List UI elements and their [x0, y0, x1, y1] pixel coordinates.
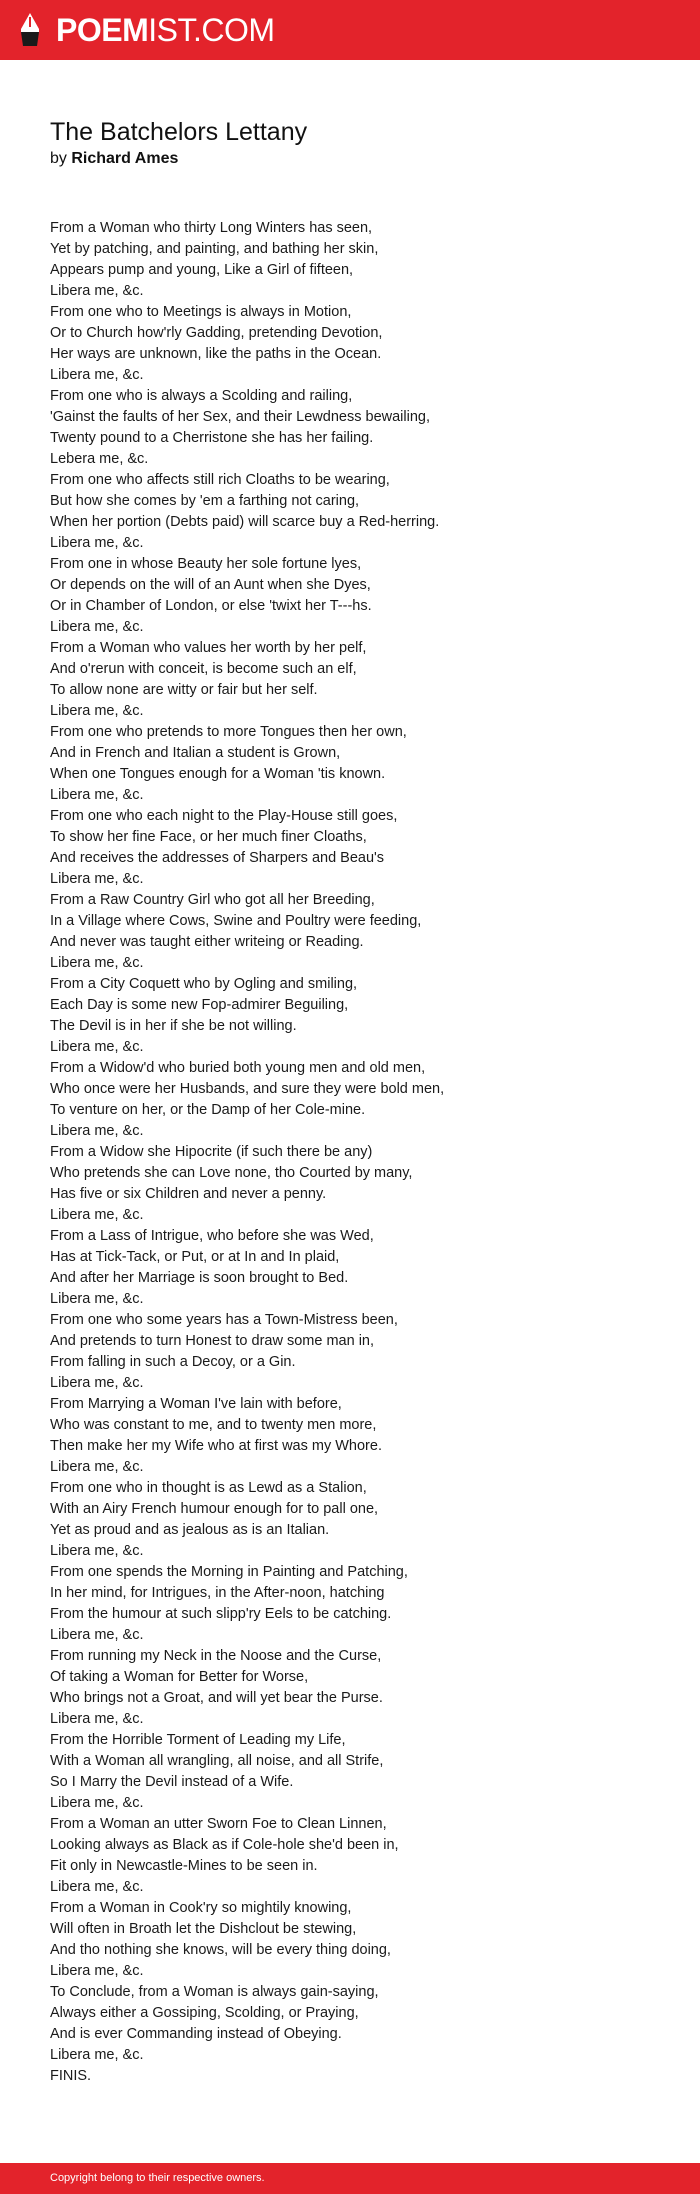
poem-line: From a Lass of Intrigue, who before she was Wed,	[50, 1228, 374, 1244]
poem-line: Yet as proud and as jealous as is an Italian.	[50, 1522, 330, 1538]
poem-line: Yet by patching, and painting, and bathing her skin,	[50, 241, 379, 257]
poem-line: From one who in thought is as Lewd as a Stalion,	[50, 1480, 367, 1496]
poem-line: From a Widow she Hipocrite (if such there be any)	[50, 1144, 373, 1160]
poem-line: Her ways are unknown, like the paths in the Ocean.	[50, 346, 382, 362]
poem-line: When her portion (Debts paid) will scarce buy a Red-herring.	[50, 514, 440, 530]
poem-line: Who pretends she can Love none, tho Courted by many,	[50, 1165, 413, 1181]
poem-line: From one spends the Morning in Painting and Patching,	[50, 1564, 408, 1580]
poem-line: FINIS.	[50, 2068, 92, 2084]
poem-line: Fit only in Newcastle-Mines to be seen in.	[50, 1858, 318, 1874]
poem-line: Or to Church how'rly Gadding, pretending Devotion,	[50, 325, 383, 341]
logo-wordmark-strong: POEM	[56, 12, 149, 48]
poem-line: Then make her my Wife who at first was my Whore.	[50, 1438, 382, 1454]
poem-line: And tho nothing she knows, will be every thing doing,	[50, 1942, 391, 1958]
poem-title: The Batchelors Lettany	[50, 118, 308, 146]
poem-line: Looking always as Black as if Cole-hole she'd been in,	[50, 1837, 399, 1853]
poem-line: And in French and Italian a student is Grown,	[50, 745, 341, 761]
poem-line: But how she comes by 'em a farthing not caring,	[50, 493, 360, 509]
poem-line: So I Marry the Devil instead of a Wife.	[50, 1774, 294, 1790]
poem-line: Has five or six Children and never a penny.	[50, 1186, 327, 1202]
poem-line: Libera me, &c.	[50, 1375, 144, 1391]
poem-line: Or depends on the will of an Aunt when she Dyes,	[50, 577, 371, 593]
poem-line: Libera me, &c.	[50, 1291, 144, 1307]
poem-line: Lebera me, &c.	[50, 451, 149, 467]
poem-line: Libera me, &c.	[50, 1795, 144, 1811]
pen-nib-icon	[18, 12, 42, 48]
poem-line: Of taking a Woman for Better for Worse,	[50, 1669, 309, 1685]
poem-line: With an Airy French humour enough for to pall one,	[50, 1501, 379, 1517]
poem-line: Libera me, &c.	[50, 703, 144, 719]
poem-line: Who once were her Husbands, and sure they were bold men,	[50, 1081, 445, 1097]
logo-wordmark-light: IST.COM	[148, 12, 275, 48]
poem-line: In a Village where Cows, Swine and Poultry were feeding,	[50, 913, 422, 929]
site-footer	[0, 2163, 700, 2194]
poem-line: To show her fine Face, or her much finer Cloaths,	[50, 829, 367, 845]
poem-line: From one who affects still rich Cloaths to be wearing,	[50, 472, 390, 488]
poem-line: Libera me, &c.	[50, 1459, 144, 1475]
poem-line: When one Tongues enough for a Woman 'tis known.	[50, 766, 386, 782]
poem-line: Libera me, &c.	[50, 283, 144, 299]
poem-line: And is ever Commanding instead of Obeying.	[50, 2026, 342, 2042]
poem-line: Each Day is some new Fop-admirer Beguiling,	[50, 997, 349, 1013]
poem-line: From a Woman in Cook'ry so mightily knowing,	[50, 1900, 352, 1916]
poem-line: Libera me, &c.	[50, 2047, 144, 2063]
poem-line: From a Woman an utter Sworn Foe to Clean Linnen,	[50, 1816, 387, 1832]
poem-line: And o'rerun with conceit, is become such an elf,	[50, 661, 357, 677]
poem-line: Always either a Gossiping, Scolding, or Praying,	[50, 2005, 359, 2021]
poem-line: Libera me, &c.	[50, 1123, 144, 1139]
poem-line: Twenty pound to a Cherristone she has her failing.	[50, 430, 374, 446]
poem-line: To Conclude, from a Woman is always gain-saying,	[50, 1984, 379, 2000]
poem-line: From a City Coquett who by Ogling and smiling,	[50, 976, 358, 992]
poem-line: Libera me, &c.	[50, 1207, 144, 1223]
poem-line: From falling in such a Decoy, or a Gin.	[50, 1354, 296, 1370]
poem-line: Libera me, &c.	[50, 1039, 144, 1055]
poem-line: Will often in Broath let the Dishclout be stewing,	[50, 1921, 357, 1937]
poem-line: Libera me, &c.	[50, 1711, 144, 1727]
poem-line: From one in whose Beauty her sole fortune lyes,	[50, 556, 362, 572]
poem-line: From the humour at such slipp'ry Eels to be catching.	[50, 1606, 392, 1622]
poem-line: And never was taught either writeing or Reading.	[50, 934, 364, 950]
poem-line: From the Horrible Torment of Leading my Life,	[50, 1732, 346, 1748]
poem-line: From one who each night to the Play-House still goes,	[50, 808, 398, 824]
poem-line: From one who some years has a Town-Mistress been,	[50, 1312, 398, 1328]
poem-line: From a Widow'd who buried both young men and old men,	[50, 1060, 426, 1076]
poem-line: To venture on her, or the Damp of her Cole-mine.	[50, 1102, 366, 1118]
poem-line: In her mind, for Intrigues, in the After-noon, hatching	[50, 1585, 385, 1601]
poem-line: Libera me, &c.	[50, 535, 144, 551]
poem-line: Libera me, &c.	[50, 1627, 144, 1643]
poem-line: The Devil is in her if she be not willing.	[50, 1018, 297, 1034]
poem-line: Who was constant to me, and to twenty men more,	[50, 1417, 377, 1433]
poem-line: And pretends to turn Honest to draw some man in,	[50, 1333, 375, 1349]
poem-line: Libera me, &c.	[50, 1963, 144, 1979]
poem-byline	[50, 149, 178, 169]
poem-line: Libera me, &c.	[50, 367, 144, 383]
poem-line: From one who to Meetings is always in Motion,	[50, 304, 352, 320]
poem-line: And receives the addresses of Sharpers and Beau's	[50, 850, 385, 866]
poem-line: From one who is always a Scolding and railing,	[50, 388, 353, 404]
poem-line: Libera me, &c.	[50, 955, 144, 971]
poem-line: From a Raw Country Girl who got all her Breeding,	[50, 892, 375, 908]
poem-line: Libera me, &c.	[50, 871, 144, 887]
poem-line: Or in Chamber of London, or else 'twixt her T---hs.	[50, 598, 372, 614]
by-label: by	[50, 150, 67, 167]
poem-line: To allow none are witty or fair but her self.	[50, 682, 318, 698]
poem-line: From a Woman who values her worth by her pelf,	[50, 640, 367, 656]
poem-line: Libera me, &c.	[50, 1543, 144, 1559]
poem-line: From Marrying a Woman I've lain with before,	[50, 1396, 342, 1412]
poem-line: Has at Tick-Tack, or Put, or at In and In plaid,	[50, 1249, 340, 1265]
poem-line: And after her Marriage is soon brought to Bed.	[50, 1270, 349, 1286]
poem-line: From a Woman who thirty Long Winters has seen,	[50, 220, 373, 236]
poem-line: Libera me, &c.	[50, 1879, 144, 1895]
poem-line: From one who pretends to more Tongues then her own,	[50, 724, 407, 740]
site-header	[0, 0, 700, 60]
author-link[interactable]: Richard Ames	[71, 150, 179, 167]
poem-line: With a Woman all wrangling, all noise, and all Strife,	[50, 1753, 384, 1769]
poem-line: Libera me, &c.	[50, 787, 144, 803]
poem-line: Libera me, &c.	[50, 619, 144, 635]
copyright-text: Copyright belong to their respective owners.	[50, 2172, 265, 2184]
poem-line: From running my Neck in the Noose and the Curse,	[50, 1648, 382, 1664]
site-logo[interactable]	[18, 12, 275, 48]
poem-line: Who brings not a Groat, and will yet bear the Purse.	[50, 1690, 383, 1706]
poem-line: Appears pump and young, Like a Girl of fifteen,	[50, 262, 354, 278]
poem-body	[50, 218, 660, 2087]
logo-wordmark	[56, 12, 275, 48]
poem-line: 'Gainst the faults of her Sex, and their Lewdness bewailing,	[50, 409, 430, 425]
